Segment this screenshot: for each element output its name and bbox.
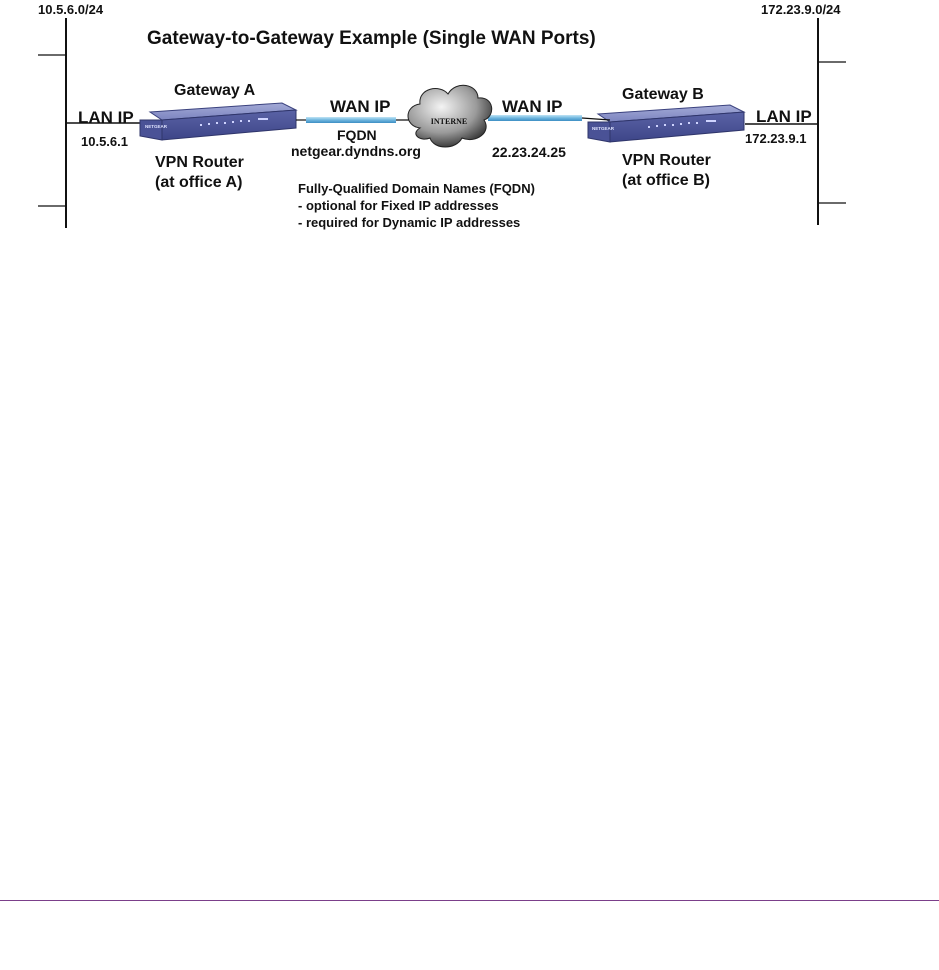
footer-divider bbox=[0, 900, 939, 901]
router-b-caption-line2: (at office B) bbox=[622, 172, 710, 189]
router-b-icon bbox=[588, 105, 744, 142]
left-lan-ip-value: 10.5.6.1 bbox=[81, 134, 128, 149]
gateway-a-label: Gateway A bbox=[174, 82, 256, 99]
wan-link-a bbox=[296, 117, 416, 123]
fqdn-note bbox=[298, 180, 535, 231]
router-a-icon bbox=[140, 103, 296, 140]
router-b-caption bbox=[622, 151, 711, 191]
router-a-caption bbox=[155, 153, 244, 193]
right-lan-ip-value: 172.23.9.1 bbox=[745, 131, 807, 146]
left-lan-ip-label: LAN IP bbox=[78, 108, 134, 127]
svg-text:NETGEAR: NETGEAR bbox=[145, 124, 168, 129]
router-a-caption-line2: (at office A) bbox=[155, 174, 243, 191]
right-wan-ip-label: WAN IP bbox=[502, 97, 563, 116]
fqdn-note-line3: - required for Dynamic IP addresses bbox=[298, 215, 521, 230]
left-wan-fqdn-value: netgear.dyndns.org bbox=[291, 143, 421, 159]
right-wan-ip-value: 22.23.24.25 bbox=[492, 144, 566, 160]
fqdn-note-line1: Fully-Qualified Domain Names (FQDN) bbox=[298, 181, 535, 196]
gateway-b-label: Gateway B bbox=[622, 86, 704, 103]
router-a-caption-line1: VPN Router bbox=[155, 154, 244, 171]
fqdn-label: FQDN bbox=[337, 127, 377, 143]
right-lan-ip-label: LAN IP bbox=[756, 107, 812, 126]
svg-text:NETGEAR: NETGEAR bbox=[592, 126, 615, 131]
left-wan-ip-label: WAN IP bbox=[330, 97, 391, 116]
fqdn-note-line2: - optional for Fixed IP addresses bbox=[298, 198, 499, 213]
svg-text:INTERNE: INTERNE bbox=[430, 117, 468, 126]
internet-cloud-icon bbox=[408, 85, 492, 147]
left-subnet-label: 10.5.6.0/24 bbox=[38, 2, 104, 17]
right-subnet-label: 172.23.9.0/24 bbox=[761, 2, 841, 17]
router-b-caption-line1: VPN Router bbox=[622, 152, 711, 169]
diagram-title: Gateway-to-Gateway Example (Single WAN Ports) bbox=[147, 28, 596, 49]
